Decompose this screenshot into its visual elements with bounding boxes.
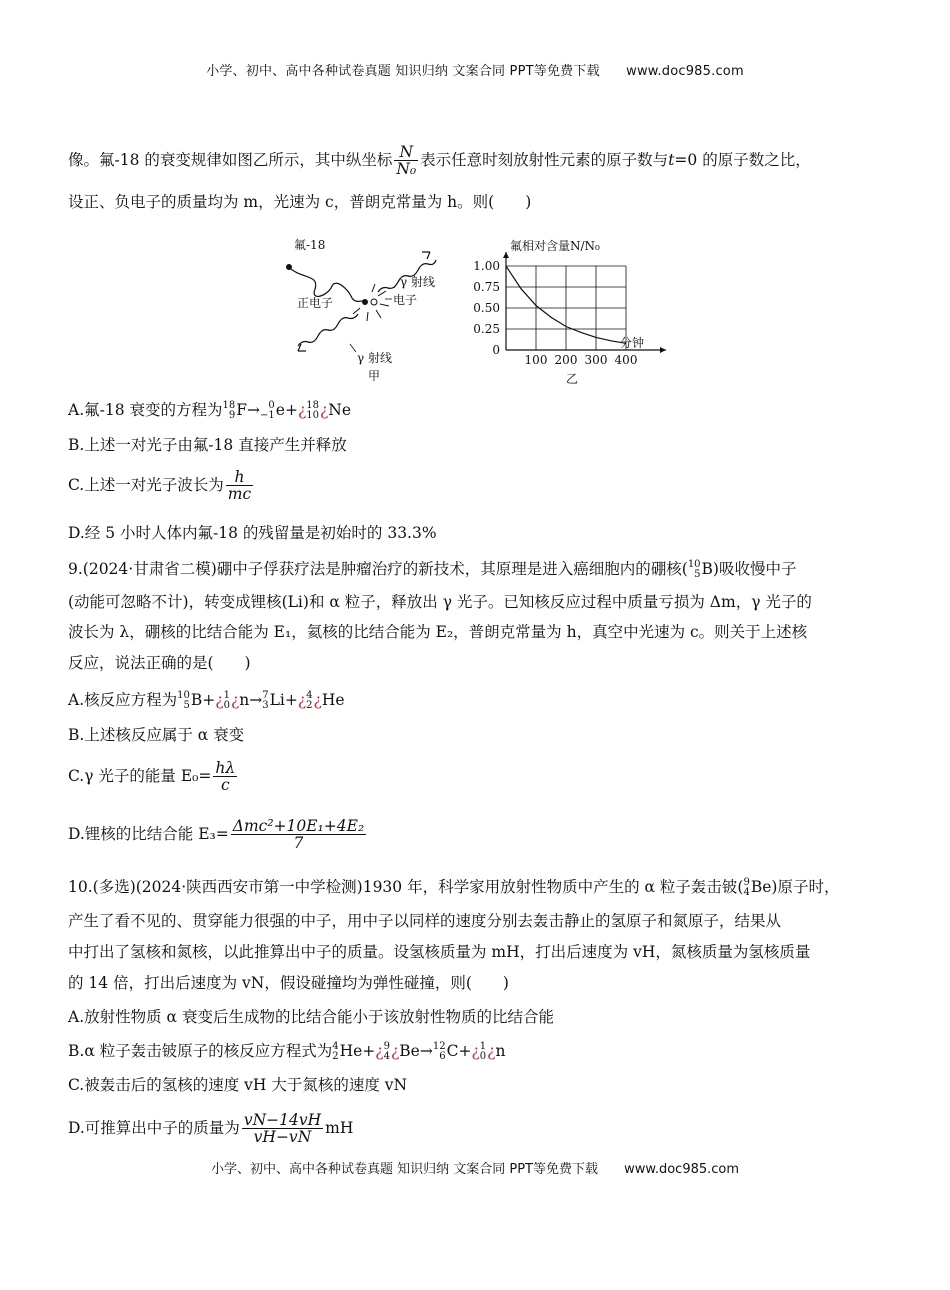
intro-t-symbol: t	[668, 150, 675, 169]
figure-svg	[270, 234, 670, 390]
label-gamma-top: γ 射线	[400, 275, 435, 289]
caption-jia: 甲	[368, 369, 381, 383]
q10-option-d[interactable]: D.可推算出中子的质量为 $\frac{vN-14vH}{vH-vN}$ mH	[68, 1111, 354, 1147]
positron-dot	[362, 299, 368, 305]
label-f18: 氟-18	[294, 238, 326, 252]
footer-text: 小学、初中、高中各种试卷真题 知识归纳 文案合同 PPT等免费下载	[210, 1162, 598, 1177]
nuclide-f18: 18 9 F	[222, 400, 248, 421]
header-site-link[interactable]: www.doc985.com	[626, 64, 744, 79]
photon-energy-fraction: $\frac{h\lambda}{c}$	[215, 759, 236, 795]
q9-stem-line-1: 9.(2024·甘肃省二模)硼中子俘获疗法是肿瘤治疗的新技术，其原理是进入癌细胞内的硼核( 10 5 B)吸收慢中子	[68, 559, 797, 580]
q8-option-c[interactable]: C.上述一对光子波长为 $\frac{h}{mc}$	[68, 468, 252, 504]
label-positron: 正电子	[297, 296, 334, 310]
q10-stem-line-3: 中打出了氢核和氮核，以此推算出中子的质量。设氢核质量为 mH，打出后速度为 vH，氮核质量为氢核质量	[68, 943, 811, 961]
page-footer	[0, 1158, 950, 1177]
diagram-jia	[286, 238, 436, 383]
q10-stem-line-4: 的 14 倍，打出后速度为 vN，假设碰撞均为弹性碰撞，则( )	[68, 974, 509, 992]
electron-dot	[371, 299, 377, 305]
x-tick-label-0: 100	[524, 353, 548, 367]
label-gamma-bottom: γ 射线	[357, 351, 392, 365]
q10-stem-line-1: 10.(多选)(2024·陕西西安市第一中学检测)1930 年，科学家用放射性物质中产生的 α 粒子轰击铍( 9 4 Be)原子时，	[68, 877, 840, 898]
y-tick-label-0: 0	[492, 343, 500, 357]
neutron-mass-fraction: $\frac{vN-14vH}{vH-vN}$	[243, 1111, 322, 1147]
intro-text-b: 表示任意时刻放射性元素的原子数与	[420, 150, 669, 169]
y-tick-label-1: 0.25	[473, 322, 500, 336]
gamma-wave-bottom	[298, 314, 358, 346]
q10-stem-line-2: 产生了看不见的、贯穿能力很强的中子，用中子以同样的速度分别去轰击静止的氢原子和氮原子，结果从	[68, 912, 782, 930]
q8-option-d[interactable]: D.经 5 小时人体内氟-18 的残留量是初始时的 33.3%	[68, 524, 437, 542]
gamma-arrow-top	[422, 252, 430, 259]
q8-option-b[interactable]: B.上述一对光子由氟-18 直接产生并释放	[68, 436, 347, 454]
leader-gamma-bottom	[350, 344, 356, 352]
nuclide-ne18: 18 10	[306, 400, 319, 421]
y-tick-label-2: 0.50	[473, 301, 500, 315]
header-text: 小学、初中、高中各种试卷真题 知识归纳 文案合同 PPT等免费下载	[206, 64, 600, 79]
page-header	[0, 60, 950, 79]
q9-option-b[interactable]: B.上述核反应属于 α 衰变	[68, 726, 245, 744]
q9-stem-line-3: 波长为 λ，硼核的比结合能为 E₁，氦核的比结合能为 E₂，普朗克常量为 h，真空中光速为 c。则关于上述核	[68, 623, 808, 641]
q9-option-d[interactable]: D.锂核的比结合能 E₃= $\frac{\text{Δmc²+10E₁+4E₂}}{7}$	[68, 817, 365, 853]
figure	[270, 234, 670, 390]
intro-line-1	[68, 144, 890, 178]
caption-yi: 乙	[566, 372, 579, 386]
y-axis-arrow	[503, 252, 509, 258]
y-tick-label-4: 1.00	[473, 259, 500, 273]
intro-line-2: 设正、负电子的质量均为 m，光速为 c，普朗克常量为 h。则( )	[68, 193, 532, 211]
wavelength-fraction: $\frac{h}{mc}$	[227, 468, 252, 504]
chart-xlabel: 分钟	[620, 336, 645, 350]
q9-stem-line-2: (动能可忽略不计)，转变成锂核(Li)和 α 粒子，释放出 γ 光子。已知核反应过程中质量亏损为 Δm，γ 光子的	[68, 593, 812, 611]
q9-stem-line-4: 反应，说法正确的是( )	[68, 654, 251, 672]
x-tick-label-1: 200	[554, 353, 578, 367]
binding-energy-fraction: $\frac{\text{Δmc²+10E₁+4E₂}}{7}$	[232, 817, 365, 853]
chart-title: 氟相对含量N/N₀	[510, 239, 600, 253]
q10-option-c[interactable]: C.被轰击后的氢核的速度 vH 大于氮核的速度 vN	[68, 1076, 408, 1094]
footer-site-link[interactable]: www.doc985.com	[624, 1162, 740, 1177]
q8-option-a[interactable]: A.氟-18 衰变的方程为 18 9 F→ 0 −1 e+¿ 18 10 ¿Ne	[68, 400, 352, 421]
x-axis-arrow	[660, 347, 666, 353]
label-electron: 电子	[393, 293, 418, 307]
y-tick-label-3: 0.75	[473, 280, 500, 294]
q10-option-a[interactable]: A.放射性物质 α 衰变后生成物的比结合能小于该放射性物质的比结合能	[68, 1008, 554, 1026]
ratio-fraction: $\frac{N}{\text{N₀}}$	[396, 143, 417, 179]
intro-text-c: =0 的原子数之比，	[674, 150, 811, 169]
intro-text-a: 像。氟-18 的衰变规律如图乙所示，其中纵坐标	[68, 150, 393, 169]
x-tick-label-3: 400	[614, 353, 638, 367]
nuclide-positron: 0 −1 e+	[260, 400, 298, 421]
q9-option-a[interactable]: A.核反应方程为 10 5 B+¿ 1 0 ¿n→ 7 3 Li+¿ 4 2 ¿He	[68, 690, 345, 711]
q10-option-b[interactable]: B.α 粒子轰击铍原子的核反应方程式为 4 2 He+¿ 9 4 ¿Be→ 12 6 C+¿ 1 0 ¿n	[68, 1041, 506, 1062]
decay-chart	[473, 238, 666, 386]
x-tick-label-2: 300	[584, 353, 608, 367]
q9-option-c[interactable]: C.γ 光子的能量 E₀= $\frac{h\lambda}{c}$	[68, 759, 236, 795]
